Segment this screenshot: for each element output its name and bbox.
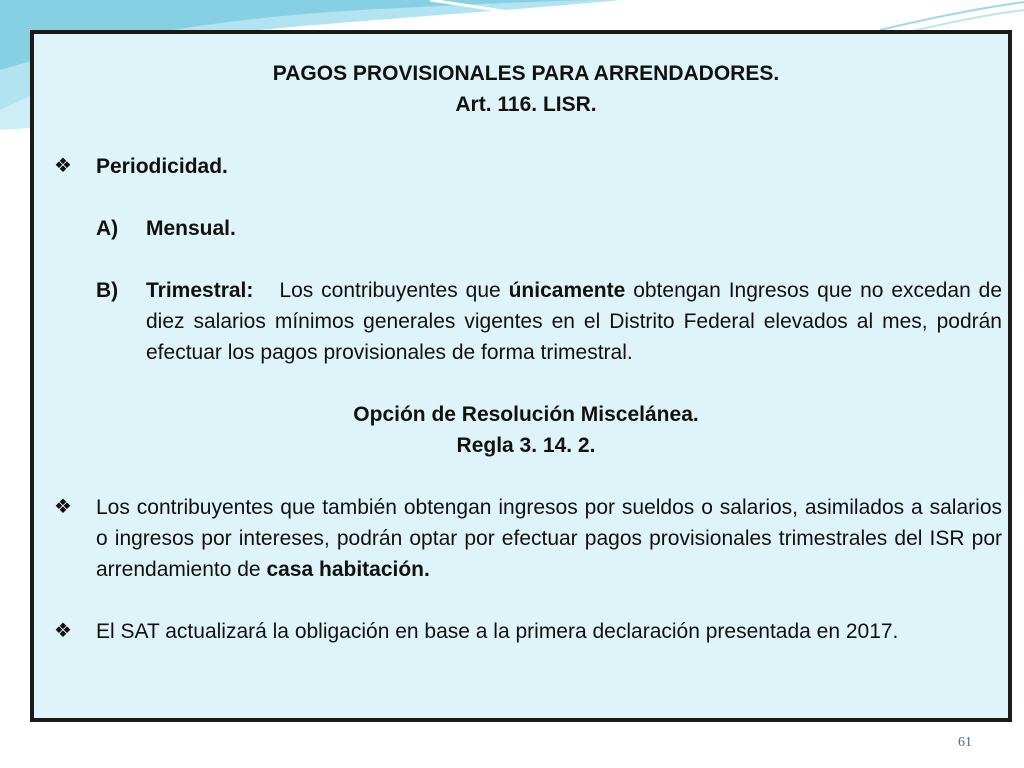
subtitle-regla: Regla 3. 14. 2. [456, 434, 596, 457]
bullet-contribuyentes [50, 492, 1002, 585]
item-b [50, 275, 1002, 368]
page-number: 61 [958, 735, 972, 750]
periodicidad-label: Periodicidad. [96, 155, 228, 178]
slide-article: Art. 116. LISR. [455, 93, 597, 116]
item-b-label: Trimestral: [146, 279, 254, 302]
item-a [50, 213, 1002, 244]
item-b-emphasis: únicamente [508, 279, 626, 302]
item-a-label: Mensual. [146, 217, 236, 240]
bullet-sat-text: El SAT actualizará la obligación en base a la primera declaración presentada en 2017. [96, 620, 899, 643]
item-b-letter: B) [96, 279, 119, 302]
slide-content [50, 58, 1002, 647]
bullet-periodicidad [50, 151, 1002, 182]
diamond-bullet-icon: ❖ [54, 620, 72, 642]
bullet-sat [50, 616, 1002, 647]
casa-habitacion-emphasis: casa habitación. [266, 558, 430, 581]
item-b-text: Trimestral: Los contribuyentes que únicamente obtengan Ingresos que no excedan de diez salarios mínimos generales vigentes en el Distrito Federal elevados al mes, podrán efectuar los pagos provisionales de forma trimestral. [146, 279, 1003, 364]
content-box [30, 30, 1012, 722]
subtitle-resolucion: Opción de Resolución Miscelánea. [353, 403, 699, 426]
diamond-bullet-icon: ❖ [54, 496, 72, 518]
item-a-letter: A) [96, 217, 119, 240]
bullet-contribuyentes-text: Los contribuyentes que también obtengan ingresos por sueldos o salarios, asimilados a salarios o ingresos por intereses, podrán optar por efectuar pagos provisionales trimestrales del ISR por arrendamiento de casa habitación. [96, 496, 1002, 581]
diamond-bullet-icon: ❖ [54, 155, 72, 177]
slide-title: PAGOS PROVISIONALES PARA ARRENDADORES. [272, 62, 780, 85]
